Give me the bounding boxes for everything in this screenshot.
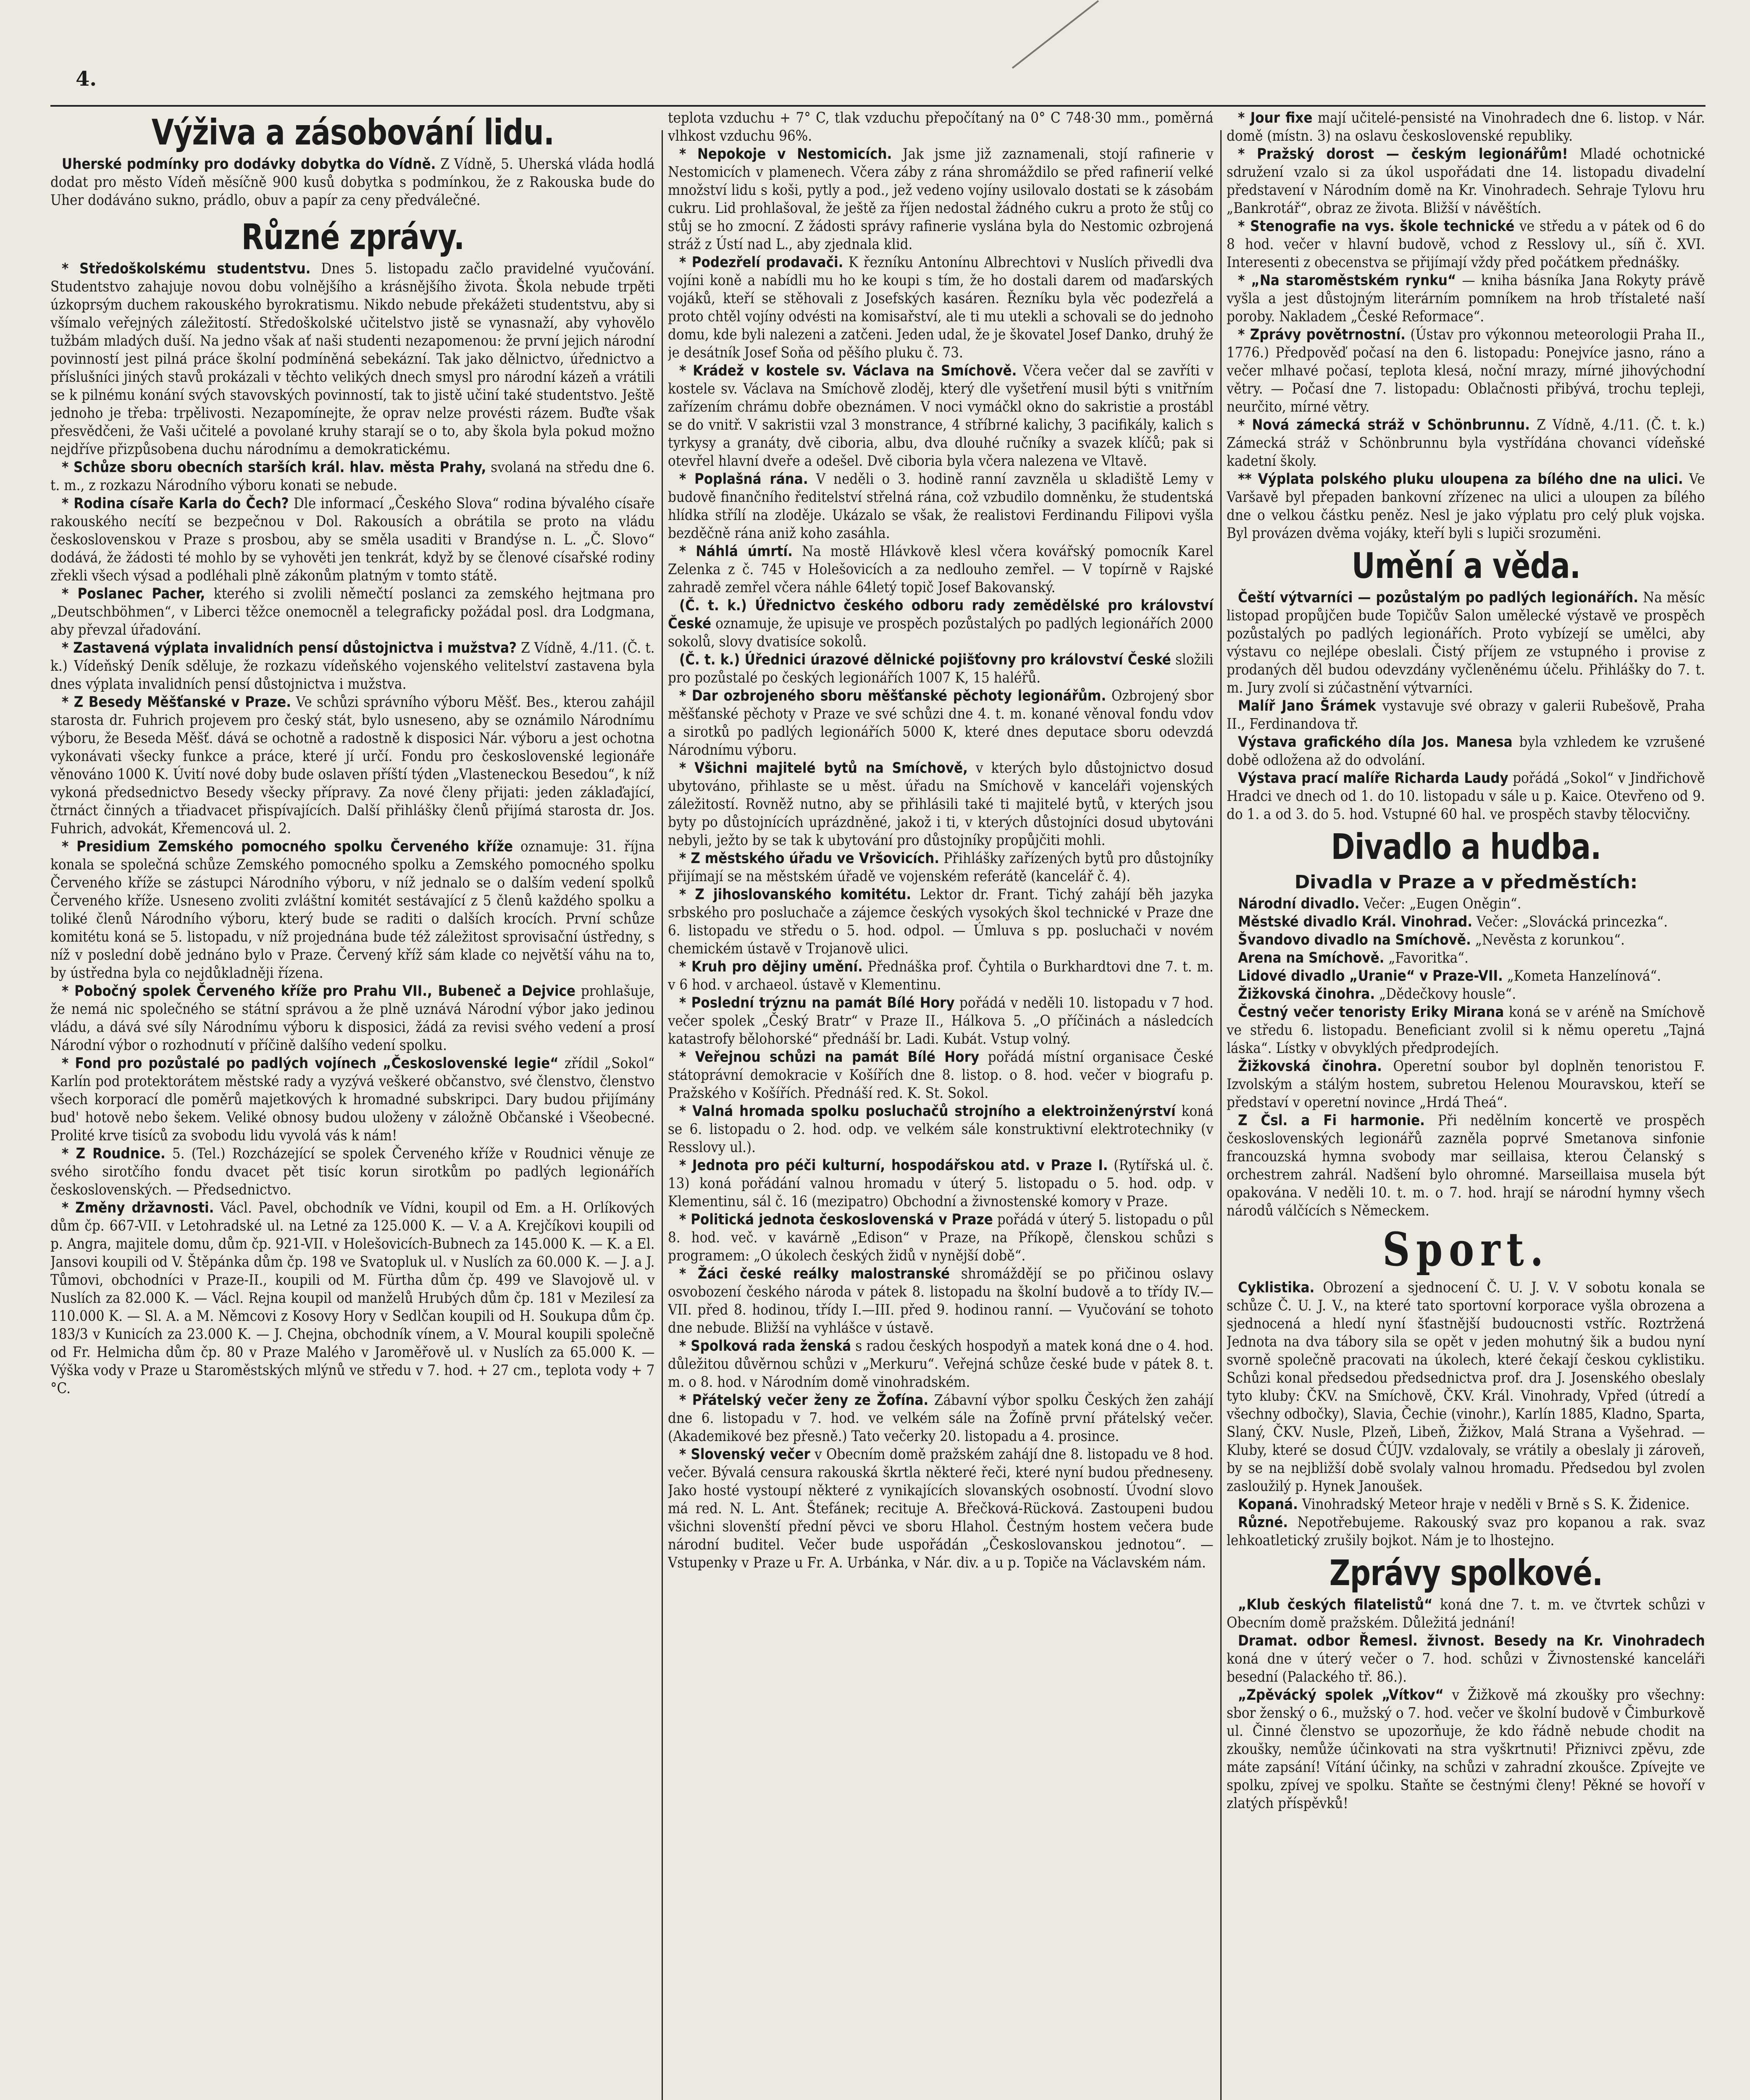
article bbox=[668, 1337, 1214, 1391]
article-text: pořádá v úterý 5. listopadu o půl 8. hod. več. v kavárně „Edison“ v Praze, na Příkopě, členskou schůzi s programem: „O úkolech českých židů v nynější době“. bbox=[668, 1211, 1214, 1264]
article bbox=[50, 838, 655, 982]
article bbox=[668, 687, 1214, 759]
article-lead: * „Na staroměstském rynku“ bbox=[1238, 272, 1456, 289]
article-text: Večer: „Eugen Oněgin“. bbox=[1364, 895, 1521, 912]
supply-articles bbox=[50, 155, 655, 210]
article bbox=[1227, 416, 1705, 470]
article-lead: Výstava prací malíře Richarda Laudy bbox=[1238, 770, 1508, 787]
article-text: Přihlášky zařízených bytů pro důstojníky přijímají se na městském úřadě ve vojenském referátě (kancelář č. 4). bbox=[668, 850, 1214, 885]
article-lead: Arena na Smíchově. bbox=[1238, 950, 1385, 966]
article-lead: Čeští výtvarníci — pozůstalým po padlých legionářích. bbox=[1238, 589, 1639, 606]
article-text: ve středu a v pátek od 6 do 8 hod. večer v hlavní budově, vchod z Resslovy ul., síň č. XVI. Interesenti z obecenstva se přijímají vždy před počátkem přednášky. bbox=[1227, 218, 1705, 271]
article-text: pořádá „Sokol“ v Jindřichově Hradci ve dnech od 1. do 10. listopadu v sále u p. Kaice. Otevřeno od 9. do 1. a od 3. do 5. hod. Vstupné 60 hal. ve prospěch stavby tělocvičny. bbox=[1227, 770, 1705, 823]
article-lead: Žižkovská činohra. bbox=[1238, 986, 1375, 1003]
article-lead: * Přátelský večer ženy ze Žofína. bbox=[679, 1392, 929, 1409]
heading-sport: Sport. bbox=[1382, 1222, 1550, 1276]
article-text: Večer: „Slovácká princezka“. bbox=[1476, 914, 1668, 930]
article-lead: Různé. bbox=[1238, 1514, 1288, 1531]
article-lead: * Pobočný spolek Červeného kříže pro Prahu VII., Bubeneč a Dejvice bbox=[62, 983, 575, 1000]
article-lead: * Podezřelí prodavači. bbox=[679, 254, 843, 271]
sport-articles bbox=[1227, 1279, 1705, 1550]
article-text: koná dne 7. t. m. ve čtvrtek schůzi v Obecním domě pražském. Důležitá jednání! bbox=[1227, 1596, 1705, 1631]
article-text: Jak jsme již zaznamenali, stojí rafinerie v Nestomicích v plamenech. Včera záby z rána shromáždilo se před rafinerií velké množství lidu s koši, pytly a pod., jež vedeno vojíny usilovalo dostati se k zásobám cukru. Lid prohlašoval, že ještě za říjen nedostal žádného cukru a proto že stůj co stůj se ho zmocní. Z žádosti správy rafinerie vyslána byla do Nestomic ozbrojená stráž z Ústí nad L., aby zjednala klid. bbox=[668, 146, 1214, 253]
article bbox=[668, 543, 1214, 597]
article-text: Obrození a sjednocení Č. U. J. V. V sobotu konala se schůze Č. U. J. V., na které tato sportovní korporace vyšla obrozena a sjednocená a hledí nyní šťastnější budoucnosti vstříc. Roztržená Jednota na dva tábory sila se opět v jeden mohutný šik a budou nyní svorně společně pracovati na úkolech, které čekají českou cyklistiku. Schůzi konal předsedou předsednictva prof. dra J. Josenského obeslaly tyto kluby: ČKV. na Smíchově, ČKV. Král. Vinohrady, Vpřed (útredí a všechny odbočky), Slavia, Čechie (vinohr.), Karlín 1885, Kladno, Sparta, Slaný, ČKV. Nusle, Plzeň, Libeň, Žižkov, Malá Strana a Vyšehrad. — Kluby, které se dosud ČÚJV. vzdalovaly, se vrátily a obeslaly ji zároveň, by se na nejbližší době svolaly valnou hromadu. Předsedou byl zvolen zasloužilý p. Hynek Janoušek. bbox=[1227, 1279, 1705, 1495]
article-text: svolaná na středu dne 6. t. m., z rozkazu Národního výboru konati se nebude. bbox=[50, 459, 655, 494]
article-text: prohlašuje, že nemá nic společného se státní správou a že plně uznává Národní výbor jako jedinou vládu, a dává své síly Národnímu výboru k disposici, žádá za revisi svého vedení a prosí Národní výbor o rozhodnutí v příčině dalšího vedení spolku. bbox=[50, 983, 655, 1054]
article-lead: Malíř Jano Šrámek bbox=[1238, 698, 1376, 714]
article-lead: * Veřejnou schůzi na památ Bílé Hory bbox=[679, 1049, 980, 1066]
article bbox=[1227, 326, 1705, 416]
article bbox=[50, 495, 655, 585]
article bbox=[50, 585, 655, 639]
article-text: Z Vídně, 5. Uherská vláda hodlá dodat pro město Vídeň měsíčně 900 kusů dobytka s podmínkou, že z Rakouska bude do Uher dodáváno sukno, prádlo, obuv a papír za ceny předválečné. bbox=[50, 156, 655, 209]
article-text: pořádá místní organisace České státoprávní demokracie v Košířích dne 8. listop. o 8. hod. večer v biografu p. Pražského v Košířích. Přednáší red. K. St. Sokol. bbox=[668, 1049, 1214, 1102]
article-text: Ve schůzi správního výboru Měšť. Bes., kterou zahájil starosta dr. Fuhrich projevem pro český stát, bylo usneseno, aby se oznámilo Národnímu výboru, že Beseda Měšť. dává se ochotně a radostně k disposici Nár. výboru a jest ochotna vykonávati všecky funkce a práce, které jí určí. Fondu pro československé legionáře věnováno 1000 K. Úvití nové doby bude oslaven příští týden „Vlasteneckou Besedou“, k níž vykoná předsednictvo Besedy všecky přípravy. Za nové členy přijati: jeden záklaďající, čtrnáct činných a třiadvacet přispívajících. Další přihlášky členů přijímá starosta dr. Jos. Fuhrich, advokát, Křemencová ul. 2. bbox=[50, 694, 655, 837]
article-lead: Žižkovská činohra. bbox=[1238, 1058, 1382, 1075]
article bbox=[668, 1048, 1214, 1102]
article bbox=[1227, 218, 1705, 272]
article-lead: * Všichni majitelé bytů na Smíchově, bbox=[679, 760, 968, 777]
article-text: pořádá v neděli 10. listopadu v 7 hod. večer spolek „Český Bratr“ v Praze II., Hálkova 5. „O příčinách a následcích katastrofy bělohorské“ přednáší br. Ladi. Kubát. Vstup volný. bbox=[668, 995, 1214, 1047]
article-lead: * Nová zámecká stráž v Schönbrunnu. bbox=[1238, 417, 1530, 433]
article bbox=[668, 145, 1214, 254]
article-text: koná dne v úterý večer o 7. hod. schůzi v Živnostenské kanceláři besední (Palackého tř. 86.). bbox=[1227, 1651, 1705, 1685]
article-lead: * Z Roudnice. bbox=[62, 1145, 166, 1162]
article bbox=[1227, 1632, 1705, 1686]
article bbox=[1227, 967, 1705, 985]
article-text: Při nedělním koncertě ve prospěch československých legionářů zazněla poprvé Smetanova sinfonie francouzská hymna svobody mar seillaisa, kterou Čelanský s orchestrem zahrál. Nadšení bylo ohromné. Marseillaisa musela být opakována. V neděli 10. t. m. o 7. hod. hrají se národní hymny všech národů válčících s Německem. bbox=[1227, 1112, 1705, 1219]
article bbox=[1227, 1279, 1705, 1496]
article-lead: * Kruh pro dějiny umění. bbox=[679, 958, 863, 975]
article-lead: Národní divadlo. bbox=[1238, 895, 1360, 912]
article-lead: * Presidium Zemského pomocného spolku Červeného kříže bbox=[62, 838, 513, 855]
article bbox=[50, 639, 655, 693]
article-text: Včera večer dal se zavříti v kostele sv. Václava na Smíchově zloděj, který dle vyšetření musil býti s vnitřním zařízením chrámu dobře obeznámen. V noci vymáčkl okno do sakristie a prostábl se do vnitř. V sakristii vzal 3 monstrance, 4 stříbrné kalichy, 3 pacifikály, kalich s tyrkysy a granáty, dvě ciboria, albu, dva dlouhé ručníky a svazek klíčů; pak si otevřel hlavní dveře a odešel. Dvě ciboria byla včera nalezena ve Vltavě. bbox=[668, 362, 1214, 470]
article-text: Lektor dr. Frant. Tichý zahájí běh jazyka srbského pro posluchače a zájemce českých vysokých škol technické v Praze dne 6. listopadu ve středu o 5. hod. odpol. — Úmluva s pp. posluchači v novém chemickém ústavě v Trojanově ulici. bbox=[668, 886, 1214, 957]
article bbox=[1227, 1112, 1705, 1220]
article bbox=[668, 958, 1214, 994]
article bbox=[50, 693, 655, 838]
article bbox=[668, 597, 1214, 651]
article bbox=[1227, 895, 1705, 913]
article bbox=[50, 1055, 655, 1145]
article-lead: Čestný večer tenoristy Eriky Mirana bbox=[1238, 1004, 1504, 1021]
article-text: „Dědečkovy housle“. bbox=[1379, 986, 1516, 1003]
pencil-mark bbox=[1012, 0, 1099, 68]
article bbox=[50, 1199, 655, 1398]
article-text: oznamuje: 31. října konala se společná schůze Zemského pomocného spolku a Zemského pomocného spolku Červeného kříže se zástupci Národního výboru, v níž jednalo se o dalším vedení spolků Červeného kříže. Usneseno zvoliti zvláštní komitét sestávající z 5 členů každého spolku a toliké členů Národního výboru, který bude se raditi o dalších krocích. První schůze komitétu koná se 5. listopadu, v níž projednána bude též záležitost sprovisační ústředny, s níž v poslední době jednáno bylo v Praze. Červený kříž sám klade co největší váhu na to, by ústředna byla co nejdůkladněji řízena. bbox=[50, 838, 655, 982]
article-lead: Městské divadlo Král. Vinohrad. bbox=[1238, 914, 1473, 930]
article bbox=[1227, 272, 1705, 326]
article-lead: * Spolková rada ženská bbox=[679, 1338, 851, 1354]
article-lead: * Pražský dorost — českým legionářům! bbox=[1238, 146, 1568, 163]
article-lead: * Poplašná rána. bbox=[679, 471, 808, 488]
article-lead: Dramat. odbor Řemesl. živnost. Besedy na Kr. Vinohradech bbox=[1238, 1633, 1705, 1649]
article-lead: ** Výplata polského pluku uloupena za bílého dne na ulici. bbox=[1238, 471, 1683, 488]
article-text: — kniha básníka Jana Rokyty právě vyšla a jest důstojným literárním pomníkem na hrob třístaleté naší poroby. Nakladem „České Reformace“. bbox=[1227, 272, 1705, 325]
article-text: oznamuje, že upisuje ve prospěch pozůstalých po padlých legionářích 2000 sokolů, slovy dvatisíce sokolů. bbox=[668, 615, 1214, 650]
article-lead: * Žáci české reálky malostranské bbox=[679, 1265, 950, 1282]
heading-theatre: Divadlo a hudba. bbox=[1331, 826, 1601, 867]
art-articles bbox=[1227, 589, 1705, 824]
article-text: Dle informací „Českého Slova“ rodina bývalého císaře rakouského necítí se bezpečnou v Dol. Rakousích a obrátila se proto na vládu československou v Praze s prosbou, aby se směla usaditi v Brandýse n. L. „Č. Slovo“ dodává, že žádosti té mohlo by se vyhověti jen tenkrát, když by se členové císařské rodiny zřekli všech výsad a podléhali plně zákonům platným v tomto státě. bbox=[50, 495, 655, 584]
article bbox=[668, 850, 1214, 886]
article-lead: * Změny državnosti. bbox=[62, 1200, 214, 1216]
page-number: 4. bbox=[76, 67, 97, 91]
article bbox=[1227, 470, 1705, 543]
column-1 bbox=[50, 109, 655, 2100]
article-text: V neděli o 3. hodině ranní zavzněla u skladiště Lemy v budově finančního ředitelství střelná rána, což vzbudilo domněnku, že studentská hlídka střílí na zloděje. Ukázalo se však, že realistovi Ferdinandu Filipovi vyšla bezděčně rána aniž koho zasáhla. bbox=[668, 471, 1214, 542]
article-lead: * Poslanec Pacher, bbox=[62, 585, 205, 602]
article-lead: * Z Besedy Měšťanské v Praze. bbox=[62, 694, 292, 711]
article-text: mají učitelé-pensisté na Vinohradech dne 6. listop. v Nár. domě (místn. 3) na oslavu československé republiky. bbox=[1227, 110, 1705, 144]
article-text: v Obecním domě pražském zahájí dne 8. listopadu ve 8 hod. večer. Bývalá censura rakouská škrtla některé řeči, které nyní budou předneseny. Jako hosté vystoupí některé z vynikajících slovanských osobností. Úvodní slovo má red. N. L. Ant. Štefánek; recituje A. Břečková-Rücková. Zastoupeni budou všichni slovenští přední pěvci ve sboru Hlahol. Čestným hostem večera bude národní buditel. Večer bude uspořádán „Českoslovanskou jednotou“. — Vstupenky v Praze u Fr. A. Urbánka, v Nár. div. a u p. Topiče na Václavském nám. bbox=[668, 1446, 1214, 1571]
heading-clubs: Zprávy spolkové. bbox=[1329, 1552, 1603, 1593]
article-lead: Kopaná. bbox=[1238, 1496, 1298, 1513]
article-lead: Cyklistika. bbox=[1238, 1279, 1315, 1296]
news-articles bbox=[50, 260, 655, 1398]
article-lead: „Klub českých filatelistů“ bbox=[1238, 1596, 1433, 1613]
column-rule-2 bbox=[1220, 130, 1222, 2100]
article-lead: * Rodina císaře Karla do Čech? bbox=[62, 495, 289, 512]
article bbox=[1227, 109, 1705, 145]
article-lead: * Jour fixe bbox=[1238, 110, 1313, 126]
article-text: Mladé ochotnické sdružení vzalo si za úkol uspořádati dne 14. listopadu divadelní představení v Národním domě na Kr. Vinohradech. Sehraje Tylovu hru „Bankrotář“, obraz ze života. Bližší v návěštích. bbox=[1227, 146, 1705, 217]
article-lead: * Jednota pro péči kulturní, hospodářskou atd. v Praze I. bbox=[679, 1157, 1108, 1174]
article bbox=[50, 155, 655, 210]
column-3 bbox=[1227, 109, 1705, 2100]
article-lead: * Slovenský večer bbox=[679, 1446, 810, 1463]
article-lead: Lidové divadlo „Uranie“ v Praze-VII. bbox=[1238, 968, 1503, 984]
article-lead: Švandovo divadlo na Smíchově. bbox=[1238, 932, 1471, 948]
article-lead: * Stenografie na vys. škole technické bbox=[1238, 218, 1515, 235]
article bbox=[1227, 1058, 1705, 1112]
article bbox=[1227, 697, 1705, 733]
article-text: vystavuje své obrazy v galerii Rubešově, Praha II., Ferdinandova tř. bbox=[1227, 698, 1705, 732]
article bbox=[668, 1157, 1214, 1211]
article-lead: Uherské podmínky pro dodávky dobytka do Vídně. bbox=[62, 156, 436, 173]
article bbox=[1227, 733, 1705, 769]
article-text: Ve Varšavě byl přepaden bankovní zřízenec na ulici a uloupen za bílého dne o velkou částku peněz. Nesl je jako výplatu pro celý pluk vojska. Byl provázen dvěma vojáky, kteří byli s lupiči srozuměni. bbox=[1227, 471, 1705, 542]
article bbox=[668, 254, 1214, 362]
article-text: Vinohradský Meteor hraje v neděli v Brně s S. K. Židenice. bbox=[1302, 1496, 1690, 1513]
article bbox=[1227, 949, 1705, 967]
article bbox=[1227, 145, 1705, 218]
article bbox=[668, 470, 1214, 543]
club-articles bbox=[1227, 1596, 1705, 1813]
article-text: (Rytířská ul. č. 13) koná pořádání valnou hromadu v úterý 5. listopadu o 5. hod. odp. v Klementinu, sál č. 16 (mezipatro) Obchodní a živnostenské komory v Praze. bbox=[668, 1157, 1214, 1210]
article bbox=[668, 759, 1214, 850]
article-lead: * Krádež v kostele sv. Václava na Smíchově. bbox=[679, 362, 1017, 379]
column-3-top-articles bbox=[1227, 109, 1705, 416]
article bbox=[1227, 931, 1705, 949]
newspaper-page bbox=[50, 67, 1705, 2100]
article bbox=[50, 260, 655, 459]
article bbox=[50, 982, 655, 1055]
column-3-mid-articles bbox=[1227, 416, 1705, 543]
article-lead: Z Čsl. a Fi harmonie. bbox=[1238, 1112, 1425, 1129]
article-lead: * Politická jednota československá v Praze bbox=[679, 1211, 993, 1228]
top-rule bbox=[50, 105, 1705, 107]
article-text: Ozbrojený sbor měšťanské pěchoty v Praze ve své schůzi dne 4. t. m. konané věnoval fondu vdov a sirotků po padlých legionářích 5000 K, které dnes deputace sboru odevzdá Národnímu výboru. bbox=[668, 688, 1214, 759]
article-text: Přednáška prof. Čyhtila o Burkhardtovi dne 7. t. m. v 6 hod. v archaeol. ústavě v Klementinu. bbox=[668, 958, 1214, 993]
article-lead: * Z jihoslovanského komitétu. bbox=[679, 886, 912, 903]
article-lead: * Valná hromada spolku posluchačů strojního a elektroinženýrství bbox=[679, 1103, 1176, 1120]
article bbox=[668, 1446, 1214, 1572]
article-text: koná se 6. listopadu o 2. hod. odp. ve velkém sále konstruktivní elektrotechniky (v Resslovy ul.). bbox=[668, 1103, 1214, 1156]
article bbox=[50, 1145, 655, 1199]
article-lead: * Poslední trýznu na památ Bílé Hory bbox=[679, 995, 955, 1011]
article bbox=[668, 651, 1214, 687]
article-text: 5. (Tel.) Rozcházející se spolek Červeného kříže v Roudnici věnuje ze svého sirotčího fondu dvacet pět tisíc korun sirotkům po padlých legionářích československých. — Předsednictvo. bbox=[50, 1145, 655, 1198]
article-text: Na měsíc listopad propůjčen bude Topičův Salon umělecké výstavě ve prospěch pozůstalých po padlých legionářích. Proto vybízejí se umělci, aby výstavu co nejlépe obeslali. Čistý příjem ze vstupného i provise z prodaných děl budou odevzdány vyčleněnému účelu. Přihlášky do 7. t. m. Jury zvolí si zúčastnění výtvarníci. bbox=[1227, 589, 1705, 696]
article-text: Na mostě Hlávkově klesl včera kovářský pomocník Karel Zelenka z č. 745 v Holešovicích a za nedlouho zemřel. — V topírně v Rajské zahradě zemřel včera náhle 64letý topič Josef Bakovanský. bbox=[668, 543, 1214, 596]
article bbox=[1227, 769, 1705, 824]
article-text: s radou českých hospodyň a matek koná dne o 4. hod. důležitou důvěrnou schůzi v „Merkuru“. Veřejná schůze české bude v pátek 8. t. m. o 8. hod. v Národním domě vinohradském. bbox=[668, 1338, 1214, 1391]
article-text: Z Vídně, 4./11. (Č. t. k.) Vídeňský Deník sděluje, že rozkazu vídeňského vojenského velitelství zastavena byla dnes výplata invalidních pensí důstojnictva i mužstva. bbox=[50, 640, 655, 693]
article-text: „Kometa Hanzelínová“. bbox=[1507, 968, 1661, 984]
column-2 bbox=[668, 109, 1214, 2100]
article bbox=[1227, 985, 1705, 1003]
article-lead: „Zpěvácký spolek „Vítkov“ bbox=[1238, 1687, 1444, 1704]
article-text: „Nevěsta z korunkou“. bbox=[1475, 932, 1625, 948]
article-text: (Ústav pro výkonnou meteorologii Praha II., 1776.) Předpověď počasí na den 6. listopadu: Ponejvíce jasno, ráno a večer mlhavé počasí, teplota klesá, noční mrazy, mírné jihovýchodní větry. — Počasí dne 7. listopadu: Oblačnosti přibývá, trochu tepleji, neurčito, mírné větry. bbox=[1227, 326, 1705, 415]
article-text: složili pro pozůstalé po českých legionářích 1007 K, 15 haléřů. bbox=[668, 651, 1214, 686]
article-lead: * Z městského úřadu ve Vršovicích. bbox=[679, 850, 940, 867]
article bbox=[1227, 1514, 1705, 1550]
article-text: v Žižkově má zkoušky pro všechny: sbor ženský o 6., mužský o 7. hod. večer ve školní budově v Čimburkově ul. Činné členstvo se upozorňuje, že kdo řádně nebude chodit na zkoušky, nemůže účinkovati na stra vyškrtnuti! Přiznivci zpěvu, zde máte zapsání! Vítání účinky, na schůzi v zahradní zkoušce. Zpívejte ve spolku, zpívej ve spolku. Staňte se čestnými členy! Pěkné se hovoří v zlatých příspěvků! bbox=[1227, 1687, 1705, 1812]
heading-art: Umění a věda. bbox=[1351, 545, 1581, 586]
article bbox=[668, 1391, 1214, 1446]
article-text: shromáždějí se po přičinou oslavy osvobození českého národa v pátek 8. listopadu na školní budově a to třídy IV.—VII. před 8. hodinou, třídy I.—III. před 9. hodinou ranní. — Vyučování se tohoto dne nebude. Bližší na vyhlášce v ústavě. bbox=[668, 1265, 1214, 1336]
heading-supply: Výživa a zásobování lidu. bbox=[151, 112, 554, 153]
article bbox=[668, 1102, 1214, 1157]
article-text: Operetní soubor byl doplněn tenoristou F. Izvolským a stálým hostem, subretou Helenou Mouravskou, kteří se představí v operetní novince „Hrdá Theá“. bbox=[1227, 1058, 1705, 1111]
article bbox=[668, 362, 1214, 470]
theatre-listings bbox=[1227, 895, 1705, 1220]
article-lead: * Zastavená výplata invalidních pensí důstojnictva i mužstva? bbox=[62, 640, 517, 656]
article-text: Václ. Pavel, obchodník ve Vídni, koupil od Em. a H. Orlíkových dům čp. 667-VII. v Letohradské ul. na Letné za 125.000 K. — V. a A. Krejčíkovi koupili od p. Angra, majitele domu, dům čp. 921-VII. v Holešovicích-Bubnech za 145.000 K. — K. a El. Jansovi koupili od V. Štěpánka dům čp. 198 ve Svatopluk ul. v Nuslích za 60.000 K. — J. a J. Tůmovi, obchodníci v Praze-II., koupili od M. Fürtha dům čp. 499 ve Slavojově ul. v Nuslích za 82.000 K. — Václ. Rejna koupil od manželů Hrubých dům čp. 181 v Mezilesí za 110.000 K. — Sl. A. a M. Němcovi z Kosovy Hory v Sedlčan koupili od H. Soukupa dům čp. 183/3 v Kunicích za 23.000 K. — J. Chejna, obchodník vínem, a V. Moural koupili společně od Fr. Helmicha dům čp. 80 v Praze Malého v Jaroměřově ul. v Nuslích za 65.000 K. — Výška vody v Praze u Staroměstských mlýnů ve středu v 7. hod. + 27 cm., teplota vody + 7 °C. bbox=[50, 1200, 655, 1397]
article bbox=[1227, 1596, 1705, 1632]
article-lead: * Náhlá úmrtí. bbox=[679, 543, 793, 560]
article-text: Zábavní výbor spolku Českých žen zahájí dne 6. listopadu v 7. hod. ve velkém sále na Žofíně první přátelský večer. (Akademikové bez přesně.) Tato večerky 20. listopadu a 4. prosince. bbox=[668, 1392, 1214, 1445]
theatre-subheading: Divadla v Praze a v předměstích: bbox=[1294, 872, 1638, 893]
article bbox=[1227, 1686, 1705, 1813]
article bbox=[1227, 1496, 1705, 1514]
article bbox=[668, 1265, 1214, 1337]
weather-report: teplota vzduchu + 7° C, tlak vzduchu přepočítaný na 0° C 748·30 mm., poměrná vlhkost vzduchu 96%. bbox=[668, 110, 1214, 144]
article bbox=[1227, 589, 1705, 697]
column-2-articles bbox=[668, 145, 1214, 1572]
article-lead: (Č. t. k.) Úřednici úrazové dělnické pojišťovny pro království České bbox=[679, 651, 1171, 668]
article-lead: * Dar ozbrojeného sboru měšťanské pěchoty legionářům. bbox=[679, 688, 1106, 704]
article-lead: * Fond pro pozůstalé po padlých vojínech „Československé legie“ bbox=[62, 1055, 559, 1072]
article bbox=[668, 1211, 1214, 1265]
article-text: Dnes 5. listopadu začlo pravidelné vyučování. Studentstvo zahajuje novou dobu volnějšího a krásnějšího života. Škola nebude trpěti úzkoprsým duchem rakouského byrokratismu. Nikdo nebude překážeti studentstvu, aby si všímalo veřejných záležitostí. Středoškolské učitelstvo jistě se vynasnaží, aby vyhovělo tužbám mladých duší. Na jedno však ať naši studenti nezapomenou: že první jejich národní povinností jest pilná práce školní podmíněná sebekázní. Tak jako dělnictvo, úřednictvo a příslušníci jiných stavů prokázali v těchto velikých dnech smysl pro národní kázeň a vrátili se k pilnému konání svých stavovských povinností, tak to jistě učiní také studentstvo. Ještě jednoho je třeba: trpělivosti. Nezapomínejte, že oprav nelze provésti rázem. Buďte však přesvědčeni, že Vaši učitelé a povolané kruhy starají se o to, aby škola byla pokud možno nejdříve přizpůsobena duchu národnímu a demokratickému. bbox=[50, 260, 655, 458]
article-lead: (Č. t. k.) Úřednictvo českého odboru rady zemědělské pro království České bbox=[668, 597, 1214, 632]
article-text: „Favoritka“. bbox=[1388, 950, 1469, 966]
heading-news: Různé zprávy. bbox=[241, 216, 465, 257]
column-rule-1 bbox=[662, 130, 663, 2100]
article bbox=[50, 459, 655, 495]
article-lead: Výstava grafického díla Jos. Manesa bbox=[1238, 734, 1513, 751]
article-text: K řezníku Antonínu Albrechtovi v Nuslích přivedli dva vojíni koně a nabídli mu ho ke koupi s tím, že ho dostali darem od maďarských vojáků, kteří se stěhovali z Josefských kasáren. Řezníku byla věc podezřelá a proto chtěl vojíny odvésti na komisařství, ale ti mu utekli a schovali se do jednoho domu, kde byli nalezeni a zatčeni. Jeden udal, že je škovatel Josef Danko, druhý že je desátník Josef Soňa od pěšího pluku č. 73. bbox=[668, 254, 1214, 361]
article-text: koná se v aréně na Smíchově ve středu 6. listopadu. Beneficiant zvolil si k němu operetu „Tajná láska“. Lístky v obvyklých předprodejích. bbox=[1227, 1004, 1705, 1057]
article-lead: * Středoškolskému studentstvu. bbox=[62, 260, 311, 277]
article-text: Nepotřebujeme. Rakouský svaz pro kopanou a rak. svaz lehkoatletický zrušily bojkot. Nám je to lhostejno. bbox=[1227, 1514, 1705, 1549]
article-text: byla vzhledem ke vzrušené době odložena až do odvolání. bbox=[1227, 734, 1705, 769]
article-text: Z Vídně, 4./11. (Č. t. k.) Zámecká stráž v Schönbrunnu byla vystřídána chovanci vídeňské kadetní školy. bbox=[1227, 417, 1705, 470]
article-lead: * Zprávy povětrnostní. bbox=[1238, 326, 1406, 343]
article bbox=[668, 886, 1214, 958]
article bbox=[668, 994, 1214, 1048]
article-text: zřídil „Sokol“ Karlín pod protektorátem městské rady a vyzývá veškeré občanstvo, své členstvo, členstvo všech korporací dle poměrů majetkových k hromadné subskripci. Dary budou přijímány bud' hotově nebo šekem. Veliké obnosy budou uloženy v záložně Občanské i Všeobecné. Prolité krve tisíců za svobodu lidu vyvolá vás k nám! bbox=[50, 1055, 655, 1144]
article-text: kterého si zvolili němečtí poslanci za zemského hejtmana pro „Deutschböhmen“, v Liberci těžce onemocněl a telegraficky požádal posl. dra Lodgmana, aby převzal úřadování. bbox=[50, 585, 655, 638]
article bbox=[1227, 913, 1705, 931]
article-lead: * Nepokoje v Nestomicích. bbox=[679, 146, 892, 163]
article-lead: * Schůze sboru obecních starších král. hlav. města Prahy, bbox=[62, 459, 486, 476]
article bbox=[1227, 1003, 1705, 1058]
article-text: v kterých bylo důstojnictvo dosud ubytováno, přihlaste se u měst. úřadu na Smíchově v kanceláři vojenských záležitostí. Rovněž nutno, aby se přihlásili také ti majitelé bytů, v kterých jsou byty po důstojnících uprázdněné, jakož i ti, v kterých důstojníci dosud ubytováni nebyli, ježto by se tak k ubytování pro důstojníky propůjčiti mohli. bbox=[668, 760, 1214, 849]
